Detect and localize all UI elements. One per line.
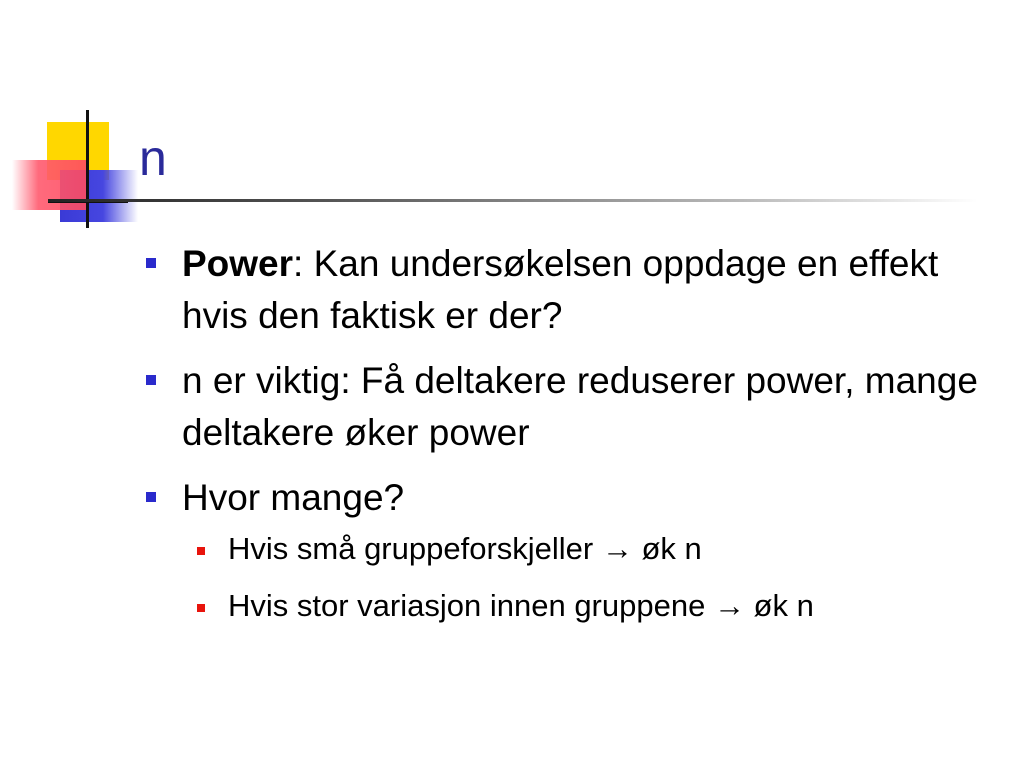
bullet-bold-term: Power	[182, 243, 294, 284]
bullet-item-how-many	[140, 472, 1010, 524]
sub-bullet-tail: øk n	[632, 531, 702, 566]
decorative-logo-icon	[0, 100, 150, 240]
bullet-text: : Kan undersøkelsen oppdage en effekt hvis den faktisk er der?	[182, 243, 939, 336]
bullet-item-n-important	[140, 355, 1010, 459]
sub-bullet-tail: øk n	[744, 588, 814, 623]
slide-content	[140, 238, 1010, 643]
right-arrow-icon: →	[713, 588, 745, 623]
sub-bullet-large-variation	[140, 586, 1010, 626]
slide-title: n	[139, 130, 167, 186]
bullet-text: Hvor mange?	[182, 477, 405, 518]
logo-vertical-line	[86, 110, 89, 228]
bullet-square-icon	[146, 375, 156, 385]
sub-bullet-text: Hvis stor variasjon innen gruppene	[228, 588, 714, 623]
sub-bullet-square-icon	[197, 604, 205, 612]
title-divider	[48, 199, 978, 202]
bullet-text: n er viktig: Få deltakere reduserer power, mange deltakere øker power	[182, 360, 978, 453]
bullet-square-icon	[146, 258, 156, 268]
right-arrow-icon: →	[601, 531, 633, 566]
sub-bullet-small-differences	[140, 529, 1010, 569]
sub-bullet-square-icon	[197, 547, 205, 555]
bullet-square-icon	[146, 492, 156, 502]
sub-bullet-text: Hvis små gruppeforskjeller	[228, 531, 602, 566]
bullet-item-power	[140, 238, 1010, 342]
